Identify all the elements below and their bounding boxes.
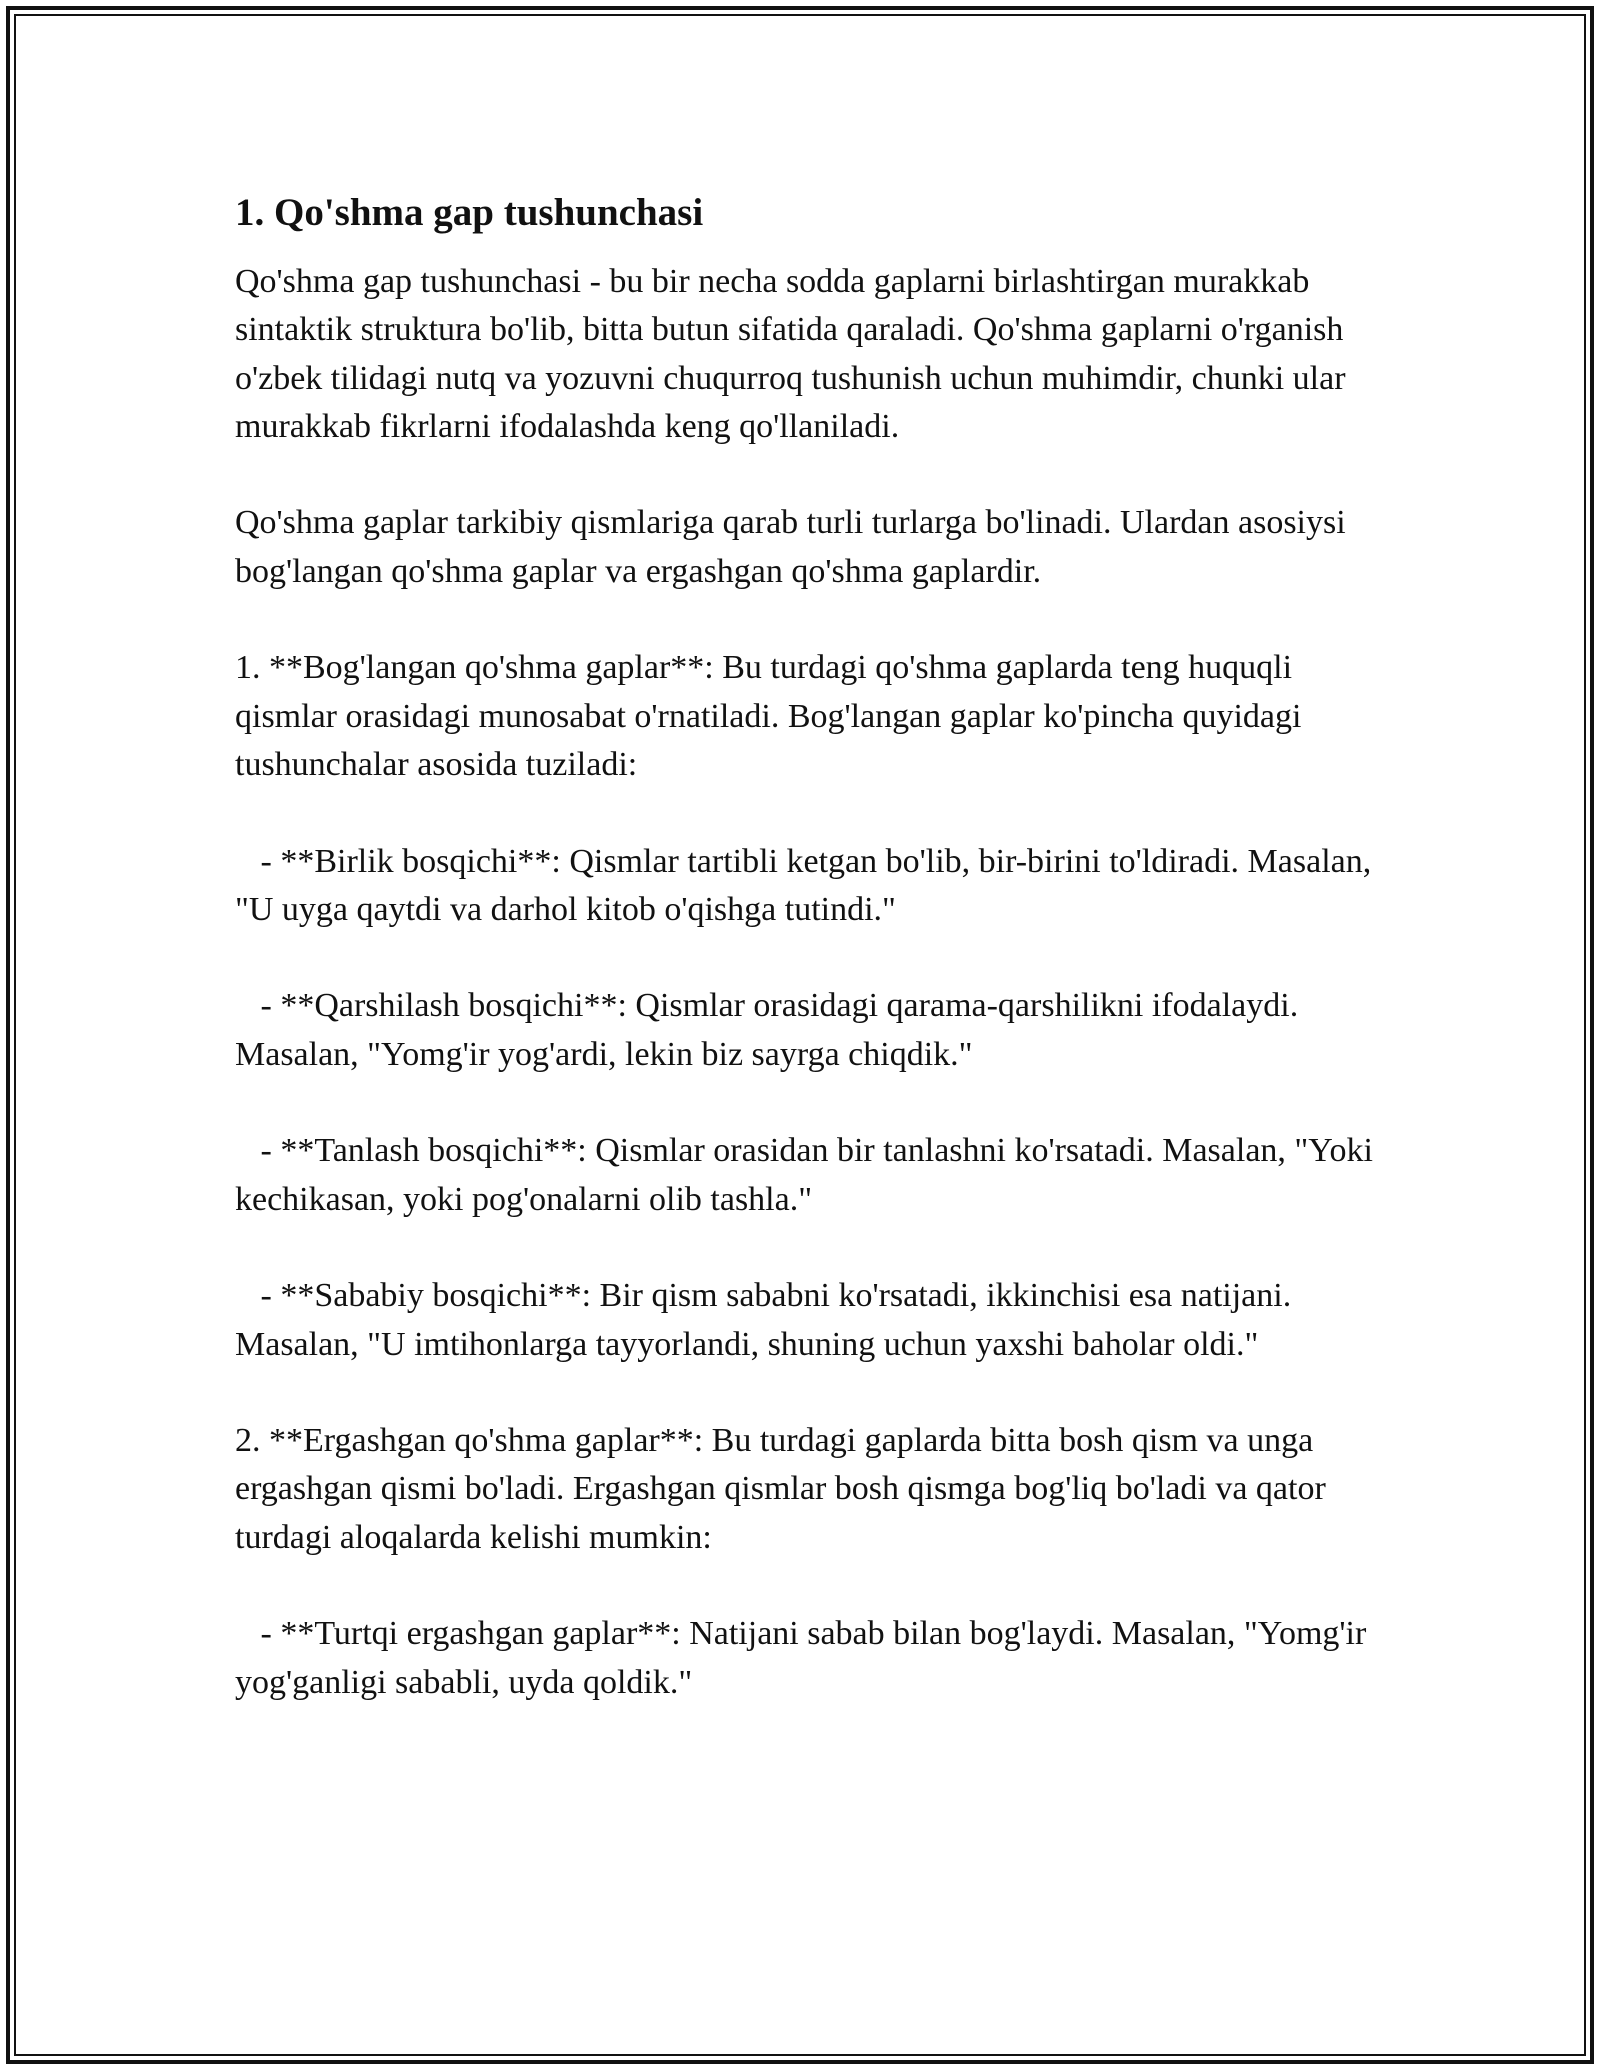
list-item-turtqi: - **Turtqi ergashgan gaplar**: Natijani sabab bilan bog'laydi. Masalan, "Yomg'ir yog'ganligi sababli, uyda qoldik." — [235, 1615, 1375, 1701]
list-item-qarshilash: - **Qarshilash bosqichi**: Qismlar orasidagi qarama-qarshilikni ifodalaydi. Masalan, "Yomg'ir yog'ardi, lekin biz sayrga chiqdik." — [235, 987, 1307, 1073]
list-item-birlik: - **Birlik bosqichi**: Qismlar tartibli ketgan bo'lib, bir-birini to'ldiradi. Masalan, "U uyga qaytdi va darhol kitob o'qishga tutindi." — [235, 842, 1380, 928]
list-item-sababiy: - **Sababiy bosqichi**: Bir qism sababni ko'rsatadi, ikkinchisi esa natijani. Masalan, "U imtihonlarga tayyorlandi, shuning uchun yaxshi baholar oldi." — [235, 1277, 1300, 1363]
paragraph-boglangan: 1. **Bog'langan qo'shma gaplar**: Bu turdagi qo'shma gaplarda teng huquqli qismlar orasidagi munosabat o'rnatiladi. Bog'langan gaplar ko'pincha quyidagi tushunchalar asosida tuziladi: — [235, 649, 1310, 783]
paragraph-types: Qo'shma gaplar tarkibiy qismlariga qarab turli turlarga bo'linadi. Ulardan asosiysi bog'langan qo'shma gaplar va ergashgan qo'shma gaplardir. — [235, 504, 1355, 590]
section-heading: 1. Qo'shma gap tushunchasi — [235, 191, 704, 234]
paragraph-ergashgan: 2. **Ergashgan qo'shma gaplar**: Bu turdagi gaplarda bitta bosh qism va unga ergashgan qismi bo'ladi. Ergashgan qismlar bosh qismga bog'liq bo'ladi va qator turdagi aloqalarda kelishi mumkin: — [235, 1422, 1335, 1556]
list-item-tanlash: - **Tanlash bosqichi**: Qismlar orasidan bir tanlashni ko'rsatadi. Masalan, "Yoki kechikasan, yoki pog'onalarni olib tashla." — [235, 1132, 1382, 1218]
paragraph-intro: Qo'shma gap tushunchasi - bu bir necha sodda gaplarni birlashtirgan murakkab sintaktik struktura bo'lib, bitta butun sifatida qaraladi. Qo'shma gaplarni o'rganish o'zbek tilidagi nutq va yozuvni chuqurroq tushunish uchun muhimdir, chunki ular murakkab fikrlarni ifodalashda keng qo'llaniladi. — [235, 263, 1355, 445]
document-body — [235, 186, 1382, 1707]
